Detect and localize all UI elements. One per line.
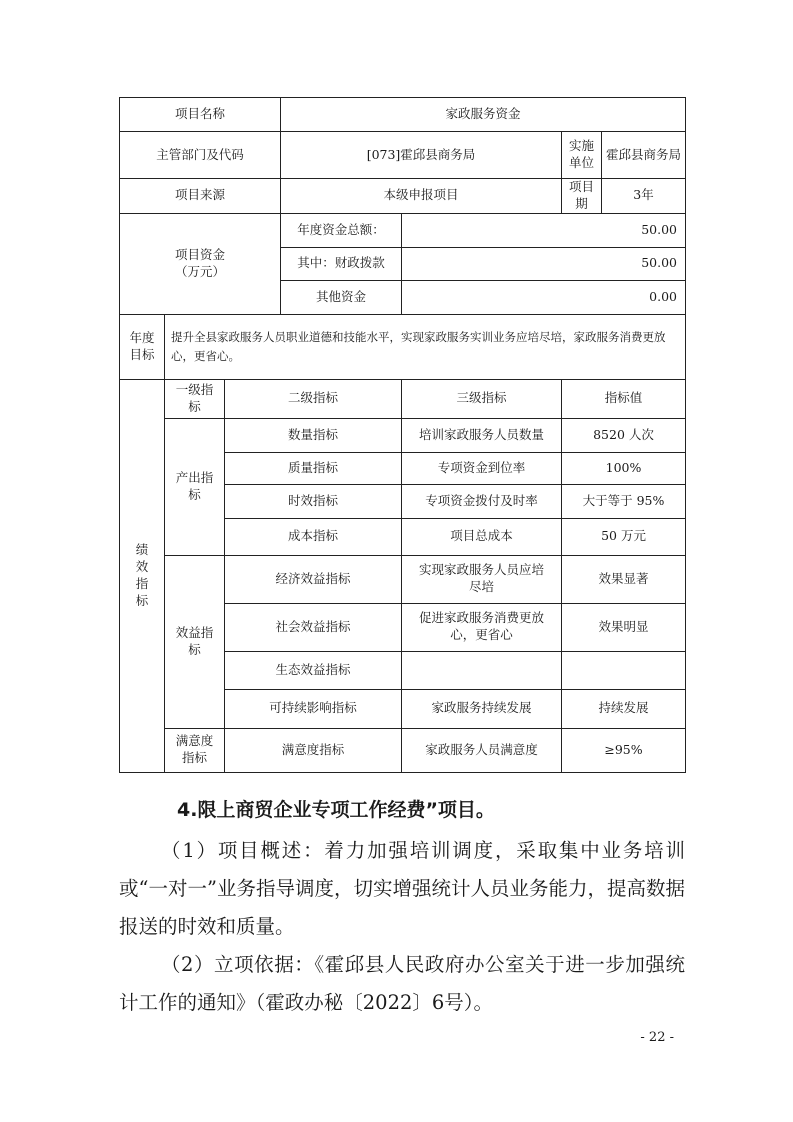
dept-label: 主管部门及代码 [120,132,281,179]
header-level3: 三级指标 [402,379,562,418]
project-table [119,97,686,773]
output-value: 8520 人次 [562,418,686,452]
benefit-label [165,555,225,728]
benefit-label-line2: 标 [188,641,201,657]
benefit-l3-line2: 心，更省心 [450,627,513,643]
output-l2: 成本指标 [225,518,402,555]
fund-label-line2: （万元） [174,263,225,279]
fund-total-label: 年度资金总额： [281,213,402,247]
benefit-l2: 经济效益指标 [225,555,402,603]
fund-label-line1: 项目资金 [174,246,225,262]
benefit-l3 [402,651,562,689]
benefit-l3-line1: 促进家政服务消费更放 [418,610,544,626]
benefit-label-line1: 效益指 [175,624,214,640]
header-level1: 一级指标 [165,379,225,418]
fund-fiscal-label: 其中：财政拨款 [281,247,402,280]
page-number: - 22 - [640,1030,674,1045]
goal-label [120,314,165,379]
perf-label-char: 绩 [135,542,149,557]
period-value: 3年 [602,179,686,214]
satisfaction-label-line2: 指标 [181,750,207,766]
fund-label [120,213,281,314]
output-l3: 培训家政服务人员数量 [402,418,562,452]
section-heading: 4.限上商贸企业专项工作经费”项目。 [177,799,495,821]
output-l3: 专项资金拨付及时率 [402,484,562,518]
fund-fiscal-value: 50.00 [402,247,686,280]
fund-other-value: 0.00 [402,280,686,314]
benefit-l3: 家政服务持续发展 [402,689,562,728]
benefit-l3 [402,555,562,603]
satisfaction-value: ≥95% [562,728,686,772]
benefit-l3 [402,603,562,651]
dept-value: [073]霍邱县商务局 [281,132,562,179]
output-label-line2: 标 [188,486,201,502]
output-value: 100% [562,452,686,484]
fund-other-label: 其他资金 [281,280,402,314]
benefit-value [562,651,686,689]
paragraph-basis-text: （2）立项依据：《霍邱县人民政府办公室关于进一步加强统计工作的通知》（霍政办秘〔2022〕6号）。 [119,953,685,1014]
goal-text: 提升全县家政服务人员职业道德和技能水平，实现家政服务实训业务应培尽培，家政服务消费更放心，更省心。 [165,314,686,379]
benefit-l2: 社会效益指标 [225,603,402,651]
output-l2: 质量指标 [225,452,402,484]
benefit-l2: 可持续影响指标 [225,689,402,728]
paragraph-overview [119,832,685,946]
benefit-value: 持续发展 [562,689,686,728]
perf-label [120,379,165,772]
project-name-label: 项目名称 [120,98,281,132]
output-l3: 项目总成本 [402,518,562,555]
benefit-value: 效果显著 [562,555,686,603]
satisfaction-l2: 满意度指标 [225,728,402,772]
perf-label-char: 标 [135,592,149,608]
source-value: 本级申报项目 [281,179,562,214]
header-level2: 二级指标 [225,379,402,418]
output-value: 50 万元 [562,518,686,555]
benefit-l3-line1: 实现家政服务人员应培 [418,562,544,578]
impl-label: 实施单位 [562,132,602,179]
goal-label-line2: 目标 [129,346,155,362]
paragraph-overview-text: （1）项目概述：着力加强培训调度，采取集中业务培训或“一对一”业务指导调度，切实增强统计人员业务能力，提高数据报送的时效和质量。 [119,839,685,938]
output-label-line1: 产出指 [175,469,214,485]
fund-total-value: 50.00 [402,213,686,247]
satisfaction-l3: 家政服务人员满意度 [402,728,562,772]
output-l2: 时效指标 [225,484,402,518]
perf-label-char: 指 [135,575,149,591]
benefit-value: 效果明显 [562,603,686,651]
period-label: 项目期 [562,179,602,214]
header-value: 指标值 [562,379,686,418]
source-label: 项目来源 [120,179,281,214]
benefit-l3-line2: 尽培 [468,579,494,595]
output-l3: 专项资金到位率 [402,452,562,484]
project-name-value: 家政服务资金 [281,98,686,132]
output-l2: 数量指标 [225,418,402,452]
goal-label-line1: 年度 [129,329,155,345]
satisfaction-label-line1: 满意度 [175,733,214,749]
paragraph-basis [119,946,685,1022]
impl-value: 霍邱县商务局 [602,132,686,179]
output-label [165,418,225,555]
satisfaction-label [165,728,225,772]
output-value: 大于等于 95% [562,484,686,518]
perf-label-char: 效 [135,558,149,574]
benefit-l2: 生态效益指标 [225,651,402,689]
